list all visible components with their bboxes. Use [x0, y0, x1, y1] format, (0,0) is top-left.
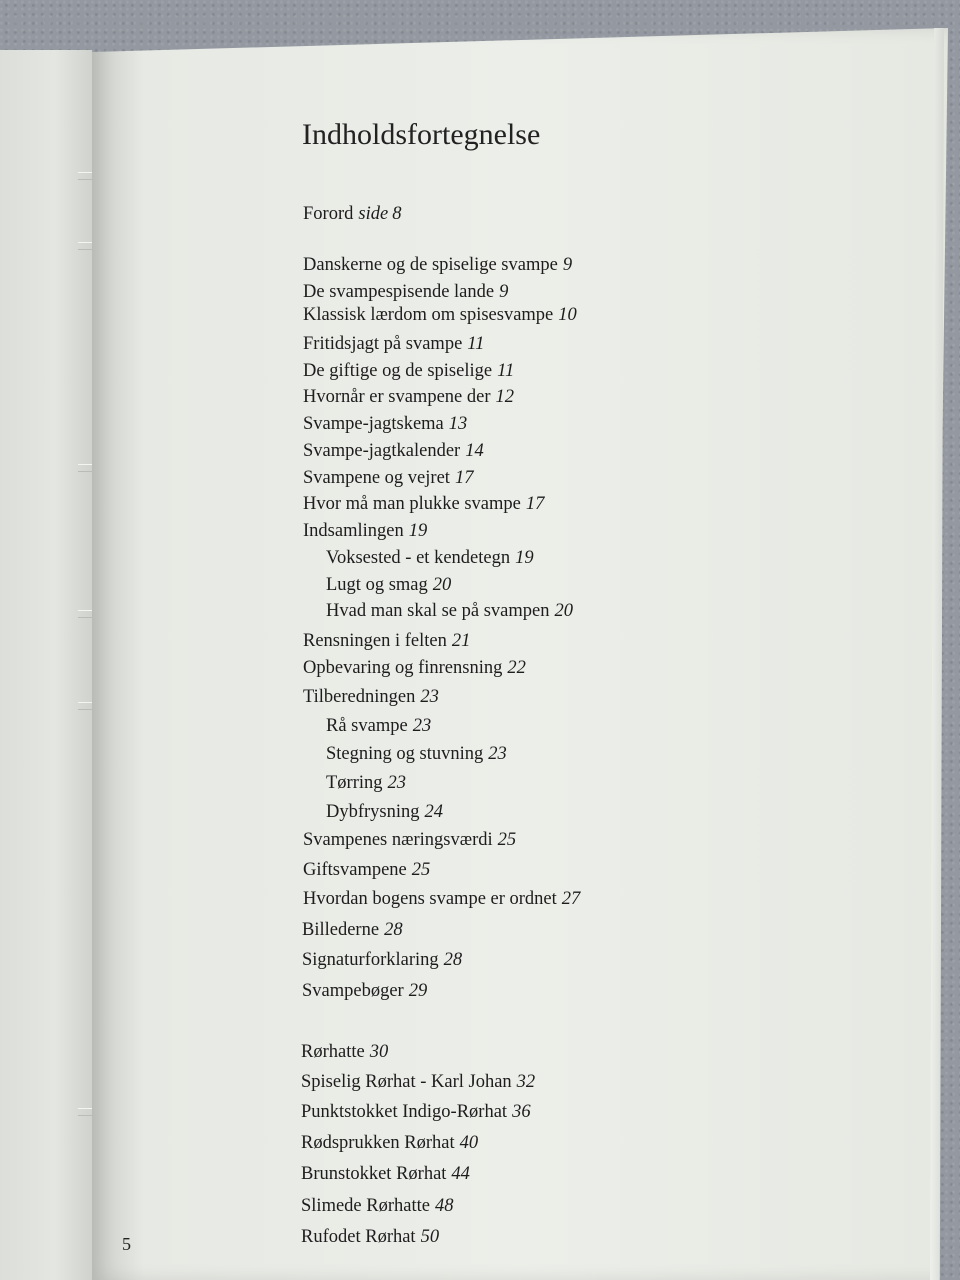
toc-entry: [303, 442, 484, 461]
toc-entry: [303, 415, 467, 434]
stitch-mark: [78, 1108, 92, 1116]
toc-entry: [303, 495, 544, 514]
toc-entry-text: Billederne: [302, 920, 380, 940]
toc-entry: [303, 306, 577, 325]
toc-entry-page: 28: [443, 950, 463, 970]
toc-entry-text: Svampe-jagtkalender: [303, 441, 461, 461]
toc-entry: [303, 659, 526, 678]
toc-entry-text: Voksested - et kendetegn: [326, 548, 511, 568]
toc-entry: [303, 205, 401, 224]
toc-entry: [302, 951, 462, 970]
toc-entry-text: Giftsvampene: [303, 860, 407, 880]
toc-entry-text: Svampebøger: [302, 981, 404, 1001]
toc-entry: [301, 1197, 453, 1216]
toc-entry-page: 23: [420, 687, 439, 707]
toc-entry-page: 30: [369, 1042, 389, 1062]
toc-entry: [303, 469, 473, 488]
toc-subentry: [326, 803, 443, 822]
toc-entry-text: Rensningen i felten: [303, 631, 447, 651]
toc-entry-text: Svampe-jagtskema: [303, 414, 444, 434]
toc-entry-text: Spiselig Rørhat - Karl Johan: [301, 1072, 512, 1092]
toc-entry-page: 9: [562, 255, 573, 275]
toc-entry: [301, 1043, 388, 1062]
toc-entry-page: 22: [507, 658, 526, 678]
stitch-mark: [78, 702, 92, 710]
toc-entry-page: 50: [420, 1227, 440, 1247]
toc-entry: [301, 1073, 535, 1092]
toc-entry: [303, 256, 572, 275]
toc-entry-page: 10: [558, 305, 577, 325]
toc-entry-text: Svampene og vejret: [303, 468, 450, 488]
left-page: [0, 50, 92, 1280]
toc-entry: [301, 1165, 470, 1184]
page-number: 5: [122, 1234, 131, 1254]
stitch-mark: [78, 610, 92, 618]
toc-entry-page: 11: [497, 361, 515, 381]
toc-subentry: [326, 549, 534, 568]
toc-entry: [301, 1228, 439, 1247]
toc-entry-text: Opbevaring og finrensning: [303, 658, 503, 678]
toc-entry: [303, 632, 470, 651]
toc-entry-page: 32: [516, 1072, 536, 1092]
toc-entry-text: Slimede Rørhatte: [301, 1196, 430, 1216]
toc-entry: [303, 362, 514, 381]
toc-entry-page: 17: [525, 494, 545, 514]
toc-entry: [303, 861, 430, 880]
toc-entry-text: Dybfrysning: [326, 802, 420, 822]
toc-entry-text: Brunstokket Rørhat: [301, 1164, 447, 1184]
toc-entry-text: Rødsprukken Rørhat: [301, 1133, 455, 1153]
toc-entry-page: 23: [387, 773, 407, 793]
toc-entry-page: 19: [408, 521, 428, 541]
stitch-mark: [78, 464, 92, 472]
toc-entry-text: Svampenes næringsværdi: [303, 830, 493, 850]
toc-entry: [303, 388, 514, 407]
stitch-mark: [78, 242, 92, 250]
toc-entry-page: 36: [512, 1102, 531, 1122]
toc-entry: [303, 890, 580, 909]
toc-entry-text: Forord: [303, 204, 354, 224]
toc-subentry: [326, 745, 507, 764]
toc-entry-page: 27: [561, 889, 581, 909]
toc-entry: [302, 982, 427, 1001]
toc-entry-page: 23: [488, 744, 507, 764]
toc-entry-page: 17: [454, 468, 474, 488]
toc-entry-text: Danskerne og de spiselige svampe: [303, 255, 558, 275]
toc-entry-text: Rørhatte: [301, 1042, 365, 1062]
toc-subentry: [326, 602, 573, 621]
toc-entry-page: 14: [465, 441, 484, 461]
toc-entry-page: 25: [411, 860, 431, 880]
toc-entry: [302, 921, 403, 940]
toc-entry-page: 23: [412, 716, 432, 736]
toc-entry-text: Tilberedningen: [303, 687, 416, 707]
toc-subentry: [326, 774, 406, 793]
toc-entry-text: Lugt og smag: [326, 575, 428, 595]
toc-subentry: [326, 576, 451, 595]
toc-entry-text: Hvad man skal se på svampen: [326, 601, 550, 621]
toc-entry-page: 20: [554, 601, 573, 621]
toc-entry-page: 20: [432, 575, 452, 595]
toc-entry-text: Hvornår er svampene der: [303, 387, 491, 407]
toc-entry-page: 28: [384, 920, 403, 940]
toc-entry: [303, 335, 484, 354]
toc-subentry: [326, 717, 431, 736]
toc-entry-page: 9: [499, 282, 509, 302]
toc-entry-text: Signaturforklaring: [302, 950, 439, 970]
toc-entry: [303, 688, 439, 707]
toc-entry-page: 11: [467, 334, 485, 354]
toc-entry-text: Hvor må man plukke svampe: [303, 494, 521, 514]
toc-entry-text: De giftige og de spiselige: [303, 361, 493, 381]
toc-entry-page: 21: [451, 631, 471, 651]
toc-entry-prefix: side: [358, 204, 389, 224]
toc-entry-page: 19: [515, 548, 534, 568]
page-title: Indholdsfortegnelse: [302, 118, 541, 151]
toc-entry: [303, 283, 508, 302]
toc-entry-text: Hvordan bogens svampe er ordnet: [303, 889, 557, 909]
toc-entry: [301, 1134, 478, 1153]
stitch-mark: [78, 172, 92, 180]
toc-entry-text: Stegning og stuvning: [326, 744, 484, 764]
right-page: [92, 28, 948, 1280]
toc-entry-page: 8: [392, 204, 402, 224]
toc-entry: [303, 522, 427, 541]
toc-entry-text: Tørring: [326, 773, 383, 793]
toc-entry-page: 12: [495, 387, 514, 407]
toc-entry-text: Rå svampe: [326, 716, 408, 736]
toc-entry-text: Indsamlingen: [303, 521, 404, 541]
toc-entry-text: De svampespisende lande: [303, 282, 495, 302]
toc-entry-page: 13: [448, 414, 468, 434]
toc-entry-page: 29: [408, 981, 428, 1001]
toc-entry-text: Rufodet Rørhat: [301, 1227, 416, 1247]
toc-entry-page: 44: [451, 1164, 470, 1184]
toc-entry-text: Klassisk lærdom om spisesvampe: [303, 305, 554, 325]
toc-entry-text: Fritidsjagt på svampe: [303, 334, 463, 354]
toc-entry-page: 25: [497, 830, 517, 850]
toc-entry-page: 24: [424, 802, 444, 822]
toc-entry: [303, 831, 516, 850]
toc-entry: [301, 1103, 531, 1122]
toc-entry-text: Punktstokket Indigo-Rørhat: [301, 1102, 508, 1122]
toc-entry-page: 40: [459, 1133, 479, 1153]
toc-entry-page: 48: [434, 1196, 454, 1216]
